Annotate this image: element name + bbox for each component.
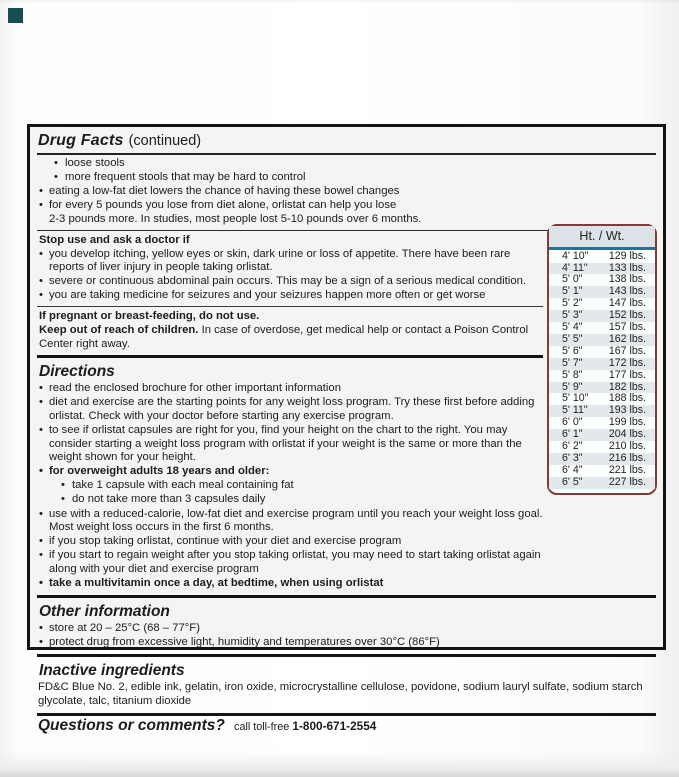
height-weight-chart bbox=[547, 224, 657, 495]
section-divider bbox=[37, 595, 656, 598]
weight-value: 193 lbs. bbox=[608, 404, 646, 417]
height-weight-chart-header: Ht. / Wt. bbox=[549, 226, 655, 250]
weight-value: 147 lbs. bbox=[608, 297, 646, 310]
directions-heading: Directions bbox=[39, 363, 115, 381]
height-value: 5' 7" bbox=[562, 356, 583, 369]
height-value: 5' 5" bbox=[562, 332, 583, 345]
height-weight-chart-rows bbox=[549, 250, 655, 490]
height-value: 6' 4" bbox=[562, 463, 583, 476]
questions-heading: Questions or comments? bbox=[38, 716, 225, 734]
bullet-item-bold: • for overweight adults 18 years and older: bbox=[38, 465, 543, 479]
bullet-item: • if you start to regain weight after you stop taking orlistat, you may need to start taking orlistat again along with your diet and exercise program bbox=[38, 549, 543, 576]
weight-value: 167 lbs. bbox=[608, 344, 646, 357]
bullet-continuation: 2-3 pounds more. In studies, most people lost 5-10 pounds over 6 months. bbox=[49, 213, 422, 226]
bullet-item: • store at 20 – 25°C (68 – 77°F) bbox=[38, 622, 655, 636]
weight-value: 227 lbs. bbox=[608, 475, 646, 488]
height-value: 4' 11" bbox=[562, 261, 588, 274]
weight-value: 199 lbs. bbox=[608, 416, 646, 429]
bullet-item: • use with a reduced-calorie, low-fat diet and exercise program until you reach your weight loss goal. Most weight loss occurs in the first 6 months. bbox=[38, 508, 543, 535]
bullet-item: • to see if orlistat capsules are right for you, find your height on the chart to the right. You may consider starting a weight loss program with orlistat if your weight is the same or more than the weight shown for your height. bbox=[38, 424, 543, 465]
weight-value: 188 lbs. bbox=[608, 392, 646, 405]
children-warning-text: In case of overdose, get medical help or contact a Poison Control Center right away. bbox=[39, 324, 529, 350]
bullet-item: • if you stop taking orlistat, continue with your diet and exercise program bbox=[38, 535, 543, 549]
drug-facts-title bbox=[37, 127, 656, 155]
bullet-item: • for every 5 pounds you lose from diet alone, orlistat can help you lose bbox=[38, 199, 655, 213]
table-row bbox=[549, 477, 655, 489]
bullet-item: • loose stools bbox=[38, 157, 655, 171]
height-value: 5' 6" bbox=[562, 344, 583, 357]
section-bowel-changes bbox=[37, 155, 656, 229]
bullet-item: • severe or continuous abdominal pain occurs. This may be a sign of a serious medical condition. bbox=[38, 275, 543, 289]
table-row bbox=[549, 370, 655, 382]
weight-value: 182 lbs. bbox=[608, 380, 646, 393]
height-value: 4' 10" bbox=[562, 249, 589, 262]
bullet-item: • protect drug from excessive light, humidity and temperatures over 30°C (86°F) bbox=[38, 636, 655, 650]
weight-value: 157 lbs. bbox=[608, 321, 646, 334]
divider bbox=[37, 306, 543, 307]
weight-value: 210 lbs. bbox=[608, 440, 646, 453]
section-inactive-ingredients bbox=[37, 658, 656, 710]
height-value: 6' 5" bbox=[562, 475, 583, 488]
height-value: 5' 4" bbox=[562, 321, 583, 334]
section-divider bbox=[37, 355, 543, 358]
corner-mark bbox=[8, 8, 23, 23]
height-value: 5' 3" bbox=[562, 309, 583, 322]
drug-facts-title-continued: (continued) bbox=[128, 133, 202, 149]
bullet-item: • read the enclosed brochure for other important information bbox=[38, 382, 543, 396]
questions-call-text: call toll-free bbox=[234, 720, 290, 733]
weight-value: 143 lbs. bbox=[608, 285, 646, 298]
weight-value: 172 lbs. bbox=[608, 356, 646, 369]
weight-value: 162 lbs. bbox=[608, 332, 646, 345]
weight-value: 177 lbs. bbox=[608, 368, 646, 381]
height-value: 5' 0" bbox=[562, 273, 583, 286]
height-value: 5' 10" bbox=[562, 392, 589, 405]
height-value: 5' 8" bbox=[562, 368, 583, 381]
section-stop-use bbox=[37, 232, 544, 305]
drug-facts-panel bbox=[27, 124, 666, 734]
section-divider bbox=[37, 654, 656, 657]
bullet-item: • you develop itching, yellow eyes or skin, dark urine or loss of appetite. There have been rare reports of liver injury in people taking orlistat. bbox=[38, 248, 543, 275]
table-row bbox=[549, 358, 655, 370]
weight-value: 221 lbs. bbox=[608, 463, 646, 476]
section-warnings bbox=[37, 308, 544, 353]
questions-phone-number: 1-800-671-2554 bbox=[292, 718, 377, 733]
bullet-item-bold: • take a multivitamin once a day, at bedtime, when using orlistat bbox=[38, 577, 543, 591]
height-value: 6' 1" bbox=[562, 428, 583, 441]
bullet-item: • eating a low-fat diet lowers the chance of having these bowel changes bbox=[38, 185, 655, 199]
section-other-information bbox=[37, 599, 656, 652]
weight-value: 204 lbs. bbox=[608, 428, 646, 441]
bullet-item: • diet and exercise are the starting points for any weight loss program. Try these first before adding orlistat. Check with your doctor before starting any exercise program. bbox=[38, 396, 543, 423]
bullet-item: • you are taking medicine for seizures and your seizures happen more often or get worse bbox=[38, 289, 543, 303]
section-questions bbox=[37, 717, 656, 735]
height-value: 6' 3" bbox=[562, 452, 583, 464]
stop-use-heading: Stop use and ask a doctor if bbox=[39, 233, 190, 246]
height-value: 5' 1" bbox=[562, 285, 583, 298]
height-value: 6' 0" bbox=[562, 416, 583, 429]
weight-value: 133 lbs. bbox=[608, 261, 646, 274]
bullet-item: • more frequent stools that may be hard to control bbox=[38, 171, 655, 185]
inactive-ingredients-heading: Inactive ingredients bbox=[39, 662, 185, 680]
children-warning-bold: Keep out of reach of children. bbox=[39, 324, 199, 337]
sub-bullet-item: • take 1 capsule with each meal containing fat bbox=[38, 479, 543, 493]
section-divider bbox=[37, 713, 656, 716]
table-row bbox=[549, 346, 655, 358]
table-row bbox=[549, 251, 655, 263]
other-information-heading: Other information bbox=[39, 603, 170, 621]
drug-facts-title-bold: Drug Facts bbox=[38, 132, 124, 149]
weight-value: 129 lbs. bbox=[608, 249, 646, 262]
height-value: 5' 11" bbox=[562, 404, 588, 417]
sub-bullet-item: • do not take more than 3 capsules daily bbox=[38, 493, 543, 507]
weight-value: 216 lbs. bbox=[608, 452, 646, 464]
section-directions bbox=[37, 359, 544, 593]
children-warning bbox=[38, 324, 543, 351]
height-value: 5' 9" bbox=[562, 380, 583, 393]
inactive-ingredients-text: FD&C Blue No. 2, edible ink, gelatin, iron oxide, microcrystalline cellulose, povidone, sodium lauryl sulfate, sodium starch glycolate, talc, titanium dioxide bbox=[38, 681, 643, 707]
height-value: 5' 2" bbox=[562, 297, 583, 310]
weight-value: 152 lbs. bbox=[608, 309, 646, 322]
height-value: 6' 2" bbox=[562, 440, 583, 453]
pregnancy-warning: If pregnant or breast-feeding, do not use. bbox=[39, 310, 260, 323]
weight-value: 138 lbs. bbox=[608, 273, 646, 286]
